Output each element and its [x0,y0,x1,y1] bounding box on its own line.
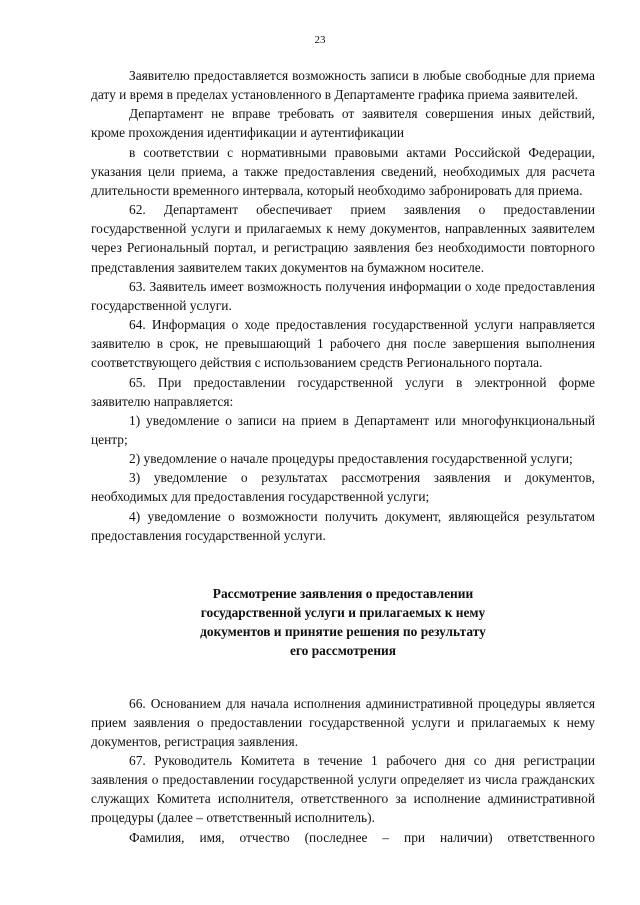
list-item-4: 4) уведомление о возможности получить документ, являющейся результатом предоставления государственной услуги. [91,508,595,543]
section-heading-line: Рассмотрение заявления о предоставлении [212,585,474,601]
page-number: 23 [314,34,326,46]
paragraph-66: 66. Основанием для начала исполнения административной процедуры является прием заявления о предоставлении государственной услуги и прилагаемых к нему документов, регистрация заявления. [91,695,595,749]
list-item-3: 3) уведомление о результатах рассмотрения заявления и документов, необходимых для предоставления государственной услуги; [91,470,595,505]
paragraph-64: 64. Информация о ходе предоставления государственной услуги направляется заявителю в срок, не превышающий 1 рабочего дня после завершения выполнения соответствующего действия с использованием средств Регионального портала. [91,317,595,371]
paragraph-department-restrictions: Департамент не вправе требовать от заявителя совершения иных действий, кроме прохождения идентификации и аутентификации [91,106,595,141]
section-heading-line: его рассмотрения [289,643,397,659]
section-body [91,694,595,847]
paragraph-regulatory-acts: в соответствии с нормативными правовыми актами Российской Федерации, указания цели приема, а также предоставления сведений, необходимых для расчета длительности временного интервала, который необходимо забронировать для приема. [91,144,595,198]
paragraph-appointment-booking: Заявителю предоставляется возможность записи в любые свободные для приема дату и время в пределах установленного в Департаменте графика приема заявителей. [91,68,595,103]
paragraph-63: 63. Заявитель имеет возможность получения информации о ходе предоставления государственной услуги. [91,278,595,313]
list-item-2: 2) уведомление о начале процедуры предоставления государственной услуги; [129,451,573,467]
section-heading-line: государственной услуги и прилагаемых к нему [200,605,486,621]
section-heading [91,584,595,661]
paragraph-65: 65. При предоставлении государственной услуги в электронной форме заявителю направляется: [91,374,595,409]
paragraph-67: 67. Руководитель Комитета в течение 1 рабочего дня со дня регистрации заявления о предоставлении государственной услуги определяет из числа гражданских служащих Комитета исполнителя, ответственного за исполнение административной процедуры (далее – ответственный исполнитель). [91,753,595,826]
paragraph-62: 62. Департамент обеспечивает прием заявления о предоставлении государственной услуги и прилагаемых к нему документов, направленных заявителем через Региональный портал, и регистрацию заявления без необходимости повторного представления заявителем таких документов на бумажном носителе. [91,202,595,275]
paragraph-responsible-person: Фамилия, имя, отчество (последнее – при наличии) ответственного [129,829,595,845]
list-item-1: 1) уведомление о записи на прием в Департамент или многофункциональный центр; [91,412,595,447]
section-heading-line: документов и принятие решения по результату [200,624,486,640]
document-body [91,66,595,847]
